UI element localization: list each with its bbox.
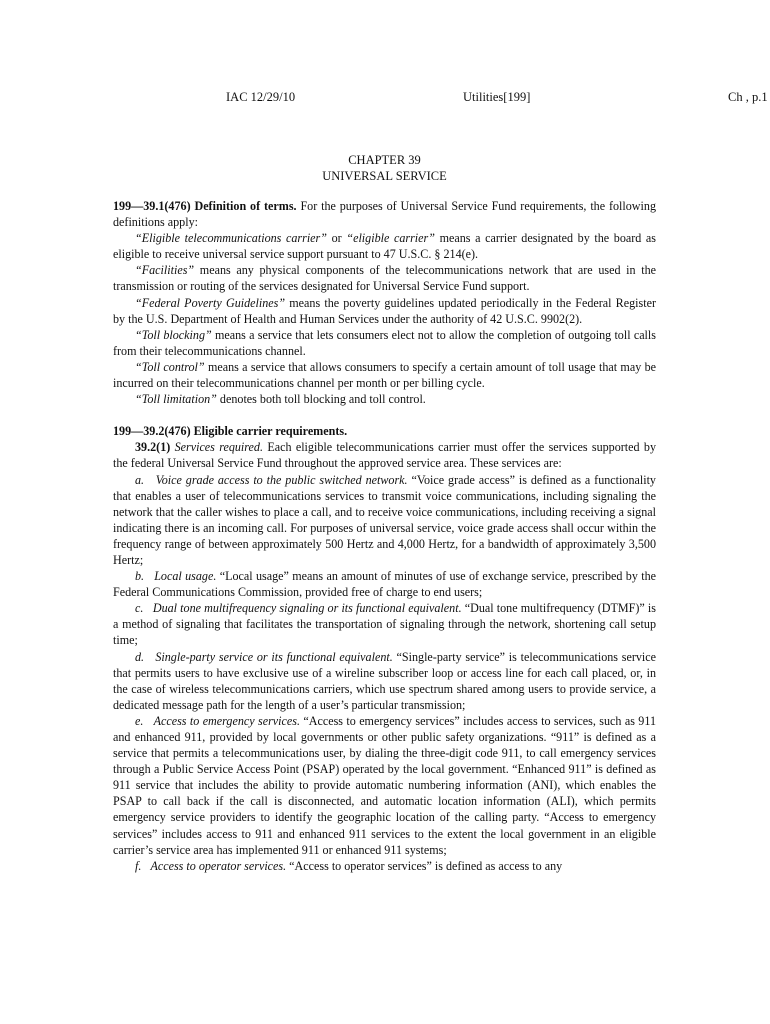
subrule-paragraph <box>113 439 656 471</box>
service-item-title: Local usage. <box>154 569 217 584</box>
service-item <box>113 472 656 569</box>
service-item-label: a. <box>135 472 145 487</box>
service-item-text: “Local usage” means an amount of minutes of use of exchange service, prescribed by the Federal Communications Commission, provided free of charge to end users; <box>113 569 656 600</box>
service-item-text: “Voice grade access” is defined as a functionality that enables a user of telecommunications services to transmit voice communications, including signaling the network that the caller wishes to place a call, and to receive voice communications, including receiving a signal indicating there is an incoming call. For purposes of universal service, voice grade access shall occur within the frequency range of between approximately 500 Hertz and 4,000 Hertz, for a bandwidth of approximately 3,500 Hertz; <box>113 472 656 567</box>
definition-term: “Facilities” <box>135 263 195 278</box>
service-item <box>113 649 656 713</box>
definition-term: “eligible carrier” <box>346 231 435 246</box>
service-item-title: Dual tone multifrequency signaling or its functional equivalent. <box>152 601 462 616</box>
service-item-label: f. <box>135 858 142 873</box>
definition-term: “Eligible telecommunications carrier” <box>135 231 327 246</box>
service-item-text: “Access to emergency services” includes access to services, such as 911 and enhanced 911, provided by local governments or other public safety organizations. “911” is defined as a service that permits a telecommunications user, by dialing the three-digit code 911, to call emergency services through a Public Service Access Point (PSAP) operated by the local government. “Enhanced 911” is defined as 911 service that includes the ability to provide automatic numbering information (ANI), which enables the PSAP to call back if the call is disconnected, and automatic location information (ALI), which permits emergency service providers to identify the geographic location of the calling party. “Access to emergency services” includes access to 911 and enhanced 911 services to the extent the local government in an eligible carrier’s service area has implemented 911 or enhanced 911 systems; <box>113 713 656 857</box>
document-body <box>113 198 656 874</box>
definition-text: means a service that lets consumers elect not to allow the completion of outgoing toll calls from their telecommunications channel. <box>113 327 656 358</box>
service-item <box>113 858 656 874</box>
rule-392-heading: 199—39.2(476) Eligible carrier requirements. <box>113 424 348 439</box>
header-left: IAC 12/29/10 <box>226 90 296 104</box>
service-item-title: Access to emergency services. <box>153 713 300 728</box>
rule-392-paragraph <box>113 423 656 439</box>
definition-text: means a service that allows consumers to specify a certain amount of toll usage that may be incurred on their telecommunications channel per month or per billing cycle. <box>113 359 656 391</box>
definition-text: denotes both toll blocking and toll control. <box>216 392 426 407</box>
service-item-label: c. <box>135 601 144 616</box>
definition-paragraph <box>113 391 656 407</box>
service-item-label: b. <box>135 569 145 584</box>
definition-paragraph <box>113 295 656 327</box>
chapter-title: UNIVERSAL SERVICE <box>322 169 447 183</box>
definition-paragraph <box>113 327 656 359</box>
rule-391-heading: 199—39.1(476) Definition of terms. <box>113 199 297 213</box>
service-item-text: “Single-party service” is telecommunications service that permits users to have exclusive use of a wireline subscriber loop or access line for each call placed, or, in the case of wireless telecommunications carriers, which use spectrum shared among users to provide service, a dedicated message path for the length of a user’s particular transmission; <box>113 649 656 712</box>
definition-paragraph <box>113 359 656 391</box>
definition-text: means a carrier designated by the board as eligible to receive universal service support pursuant to 47 U.S.C. § 214(e). <box>113 231 657 262</box>
header-center: Utilities[199] <box>463 90 531 104</box>
header-right: Ch , p.1 <box>728 90 768 104</box>
subrule-text: Each eligible telecommunications carrier must offer the services supported by the federal Universal Service Fund throughout the approved service area. These services are: <box>113 440 656 471</box>
subrule-title: Services required. <box>170 440 263 455</box>
definition-connector: or <box>327 231 347 246</box>
definition-term: “Toll control” <box>135 359 205 374</box>
service-item-text: “Access to operator services” is defined as access to any <box>286 858 563 873</box>
definition-term: “Federal Poverty Guidelines” <box>135 295 286 310</box>
rule-391-paragraph <box>113 198 656 230</box>
definition-term: “Toll limitation” <box>135 392 217 407</box>
definition-paragraph <box>113 262 656 294</box>
service-item <box>113 713 656 858</box>
service-item-label: d. <box>135 649 145 664</box>
definition-text: means any physical components of the telecommunications network that are used in the transmission or routing of the services designated for Universal Service Fund support. <box>113 263 656 294</box>
service-item-title: Single-party service or its functional equivalent. <box>155 649 393 664</box>
definition-text: means the poverty guidelines updated periodically in the Federal Register by the U.S. Department of Health and Human Services under the authority of 42 U.S.C. 9902(2). <box>113 295 656 326</box>
service-item <box>113 600 656 648</box>
definition-paragraph <box>113 230 656 262</box>
rule-391-intro: For the purposes of Universal Service Fund requirements, the following definitions apply: <box>113 199 656 230</box>
service-item-text: “Dual tone multifrequency (DTMF)” is a method of signaling that facilitates the transportation of signaling through the network, shortening call setup time; <box>113 601 656 648</box>
service-item-title: Access to operator services. <box>150 858 287 873</box>
subrule-number: 39.2(1) <box>135 440 171 455</box>
chapter-number: CHAPTER 39 <box>348 153 421 167</box>
service-item-label: e. <box>135 713 144 728</box>
service-item <box>113 568 656 600</box>
definition-term: “Toll blocking” <box>135 327 212 342</box>
service-item-title: Voice grade access to the public switched network. <box>155 472 408 487</box>
